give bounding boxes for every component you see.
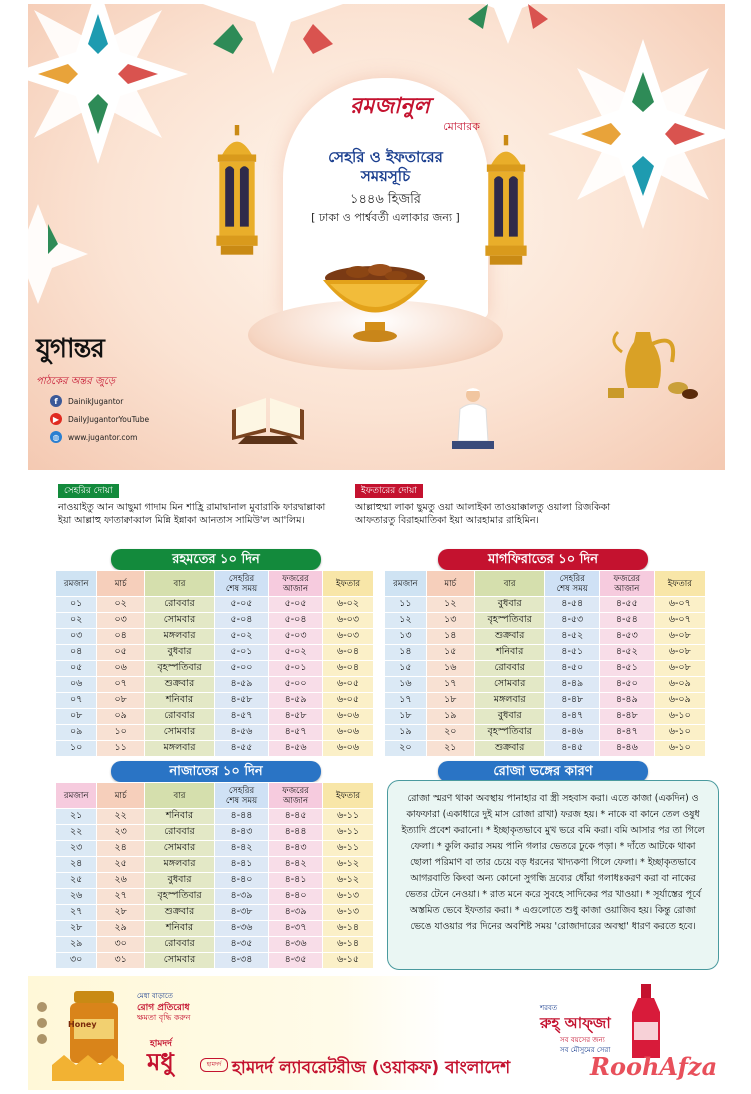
column-header: রমজান	[56, 571, 97, 597]
table-cell: ১৭	[426, 677, 474, 693]
table-cell: রোববার	[145, 937, 215, 953]
table-cell: ৪-৪৪	[214, 809, 268, 825]
table-cell: ১৮	[385, 709, 427, 725]
table-cell: ৬-০৭	[654, 597, 705, 613]
table-cell: শনিবার	[145, 693, 215, 709]
reasons-title: রোজা ভঙ্গের কারণ	[438, 761, 648, 782]
table-row	[56, 921, 374, 937]
table-cell: ২৬	[97, 873, 145, 889]
column-header: ফজরের আজান	[269, 783, 323, 809]
social-website[interactable]	[50, 428, 149, 446]
honey-jar-icon	[34, 985, 134, 1085]
table-cell: ৬-০৩	[323, 613, 374, 629]
table-cell: ৪-৪১	[269, 873, 323, 889]
table-cell: ৪-৫৪	[545, 597, 600, 613]
roohafza-bottle-icon	[626, 982, 666, 1062]
geometric-star-icon	[28, 194, 98, 314]
table-cell: ৬-০৬	[323, 709, 374, 725]
table-cell: ৪-৫৯	[269, 693, 323, 709]
sehri-dua-line-1: নাওয়াইতু আন আছুমা গাদাম মিন শাহ্রি রামাদ্বানাল মুবারাকি ফারদ্বাল্লাকা	[58, 502, 326, 513]
rahmat-table	[55, 570, 374, 757]
table-row	[56, 645, 374, 661]
column-header: সেহরির শেষ সময়	[214, 783, 268, 809]
schedule-subtitle	[283, 148, 488, 186]
table-cell: সোমবার	[474, 677, 545, 693]
table-row	[385, 645, 706, 661]
table-cell: ৪-৫৩	[545, 613, 600, 629]
column-header: মার্চ	[97, 571, 145, 597]
table-cell: বুধবার	[145, 645, 215, 661]
table-cell: ১০	[97, 725, 145, 741]
table-cell: ৬-১৫	[323, 953, 374, 969]
table-cell: ৬-১৪	[323, 937, 374, 953]
table-row	[385, 677, 706, 693]
rahmat-title: রহমতের ১০ দিন	[111, 549, 321, 570]
column-header: ফজরের আজান	[269, 571, 323, 597]
sehri-dua-line-2: ইয়া আল্লাহু ফাতাক্বাব্বাল মিন্নি ইন্নাকা আনতাস সামিউ'ল আ'লিম।	[58, 515, 305, 526]
table-cell: ০৯	[97, 709, 145, 725]
table-cell: ১৫	[426, 645, 474, 661]
table-cell: ১৬	[385, 677, 427, 693]
geometric-star-icon	[28, 4, 208, 174]
sehri-dua-title: সেহরির দোয়া	[58, 484, 119, 498]
table-cell: ৪-৪৯	[545, 677, 600, 693]
table-cell: ১১	[385, 597, 427, 613]
table-cell: ২৫	[97, 857, 145, 873]
roohafza-en-logo: RoohAfza	[590, 1052, 718, 1081]
table-cell: ৬-১২	[323, 857, 374, 873]
table-row	[56, 905, 374, 921]
table-cell: ২৬	[56, 889, 97, 905]
table-cell: ৪-৫৭	[214, 709, 268, 725]
table-row	[56, 857, 374, 873]
table-cell: রোববার	[145, 709, 215, 725]
table-cell: ৪-৫৫	[214, 741, 268, 757]
table-cell: ০৪	[56, 645, 97, 661]
table-cell: ৪-৫৫	[600, 597, 655, 613]
table-cell: ৪-৪৮	[545, 693, 600, 709]
social-label: DainikJugantor	[68, 396, 124, 406]
table-cell: ৪-৪৩	[214, 825, 268, 841]
table-cell: ৬-০৫	[323, 677, 374, 693]
youtube-icon: ▶	[50, 413, 62, 425]
table-cell: ৪-৫৭	[269, 725, 323, 741]
column-header: রমজান	[56, 783, 97, 809]
dates-bowl-icon	[318, 250, 433, 345]
table-cell: ৩১	[97, 953, 145, 969]
table-cell: মঙ্গলবার	[145, 741, 215, 757]
table-cell: ৫-০২	[269, 645, 323, 661]
table-cell: ৫-০৫	[269, 597, 323, 613]
table-row	[56, 661, 374, 677]
table-row	[56, 629, 374, 645]
table-cell: ১৬	[426, 661, 474, 677]
table-cell: ০৯	[56, 725, 97, 741]
table-row	[56, 937, 374, 953]
table-cell: ৬-১১	[323, 841, 374, 857]
table-cell: ৫-০৩	[269, 629, 323, 645]
table-cell: ৪-৫০	[545, 661, 600, 677]
table-cell: ৩০	[56, 953, 97, 969]
table-row	[56, 725, 374, 741]
table-cell: ৪-৩৯	[214, 889, 268, 905]
table-cell: ৬-০৪	[323, 661, 374, 677]
table-cell: ০১	[56, 597, 97, 613]
jug-icon	[608, 322, 698, 402]
table-cell: ৪-৪২	[214, 841, 268, 857]
table-cell: ১১	[97, 741, 145, 757]
table-cell: ৬-০৮	[654, 645, 705, 661]
table-cell: ৪-৫৮	[269, 709, 323, 725]
table-cell: ৬-০৫	[323, 693, 374, 709]
table-cell: শুক্রবার	[474, 629, 545, 645]
table-cell: ২৭	[56, 905, 97, 921]
table-cell: ৪-৩৯	[269, 905, 323, 921]
column-header: সেহরির শেষ সময়	[545, 571, 600, 597]
table-cell: ৪-৫৩	[600, 629, 655, 645]
table-cell: ৪-৪৭	[545, 709, 600, 725]
table-cell: ০২	[97, 597, 145, 613]
table-cell: ৬-১১	[323, 825, 374, 841]
fast-breaking-reasons: রোজা স্মরণ থাকা অবস্থায় পানাহার বা স্ত্রী সহবাস করা। এতে কাজা (একদিন) ও কাফফারা (একাধারে দুই মাস রোজা রাখা) ফরজ হয়। * নাকে বা কানে তেল ওষুধ ইত্যাদি প্রবেশ করানো। * ইচ্ছাকৃতভাবে মুখ ভরে বমি করা। বমি আসার পর তা গিলে ফেলা। * কুলি করার সময় পানি গলার ভেতরে ঢুকে পড়া। * দাঁতে আটকে থাকা ছোলা পরিমাণ বা তার চেয়ে বড় ধরনের খাদ্যকণা গিলে ফেলা। * ইচ্ছাকৃতভাবে আগরবাতি কিংবা অন্য কোনো সুগন্ধি দ্রব্যের ধোঁয়া গলাধঃকরণ করা বা নাকের ভেতর টেনে নেওয়া। * রাত মনে করে সুবহে সাদিকের পর খাওয়া। * সূর্যাস্তের পূর্বে অস্তমিত ভেবে ইফতার করা। * এগুলোতে শুধু কাজা ওয়াজিব হয়। কিন্তু রোজা ভেঙে যাওয়ার পর দিনের অবশিষ্ট সময় 'রোজাদারের অবস্থা' ধারণ করতে হবে।	[387, 780, 719, 970]
table-cell: ৪-৩৬	[269, 937, 323, 953]
table-cell: ২৮	[56, 921, 97, 937]
table-cell: ০৩	[97, 613, 145, 629]
table-cell: ২৪	[56, 857, 97, 873]
table-cell: ৫-০০	[214, 661, 268, 677]
honey-tagline-1: মেধা বাড়াতে	[137, 992, 173, 1000]
table-cell: ৪-৪৯	[600, 693, 655, 709]
table-cell: ১৯	[385, 725, 427, 741]
table-cell: ২০	[426, 725, 474, 741]
table-cell: বৃহস্পতিবার	[145, 661, 215, 677]
table-row	[56, 953, 374, 969]
table-cell: ৬-১২	[323, 873, 374, 889]
table-cell: ৪-৪২	[269, 857, 323, 873]
table-cell: ৫-০৫	[214, 597, 268, 613]
table-cell: ৩০	[97, 937, 145, 953]
social-label: DailyJugantorYouTube	[68, 414, 150, 424]
table-cell: ২২	[97, 809, 145, 825]
column-header: রমজান	[385, 571, 427, 597]
table-cell: ২৫	[56, 873, 97, 889]
table-cell: ৬-০৮	[654, 629, 705, 645]
sehri-dua-text	[58, 501, 378, 527]
roohafza-tagline-1: সব বয়সের জন্য	[560, 1036, 605, 1044]
table-row	[56, 597, 374, 613]
table-cell: ৪-৪৩	[269, 841, 323, 857]
table-cell: ১০	[56, 741, 97, 757]
table-cell: ২৪	[97, 841, 145, 857]
table-cell: ০২	[56, 613, 97, 629]
table-cell: ৪-৫২	[600, 645, 655, 661]
honey-tagline-3: ক্ষমতা বৃদ্ধি করুন	[137, 1013, 191, 1022]
table-cell: রোববার	[145, 825, 215, 841]
column-header: ইফতার	[323, 783, 374, 809]
hamdard-logo: হামদর্দ	[200, 1058, 228, 1072]
table-cell: ৪-৩৪	[214, 953, 268, 969]
table-cell: ০৭	[97, 677, 145, 693]
table-cell: ৪-৪১	[214, 857, 268, 873]
table-cell: ৬-১০	[654, 725, 705, 741]
table-row	[56, 889, 374, 905]
honey-jar-label: Honey	[68, 1020, 97, 1029]
geometric-star-icon	[543, 34, 725, 234]
table-cell: ২১	[56, 809, 97, 825]
table-cell: ৬-০৯	[654, 693, 705, 709]
social-youtube[interactable]	[50, 410, 149, 428]
column-header: ইফতার	[654, 571, 705, 597]
table-cell: ০৮	[56, 709, 97, 725]
table-cell: ৬-০৭	[654, 613, 705, 629]
table-cell: ২২	[56, 825, 97, 841]
table-cell: ১২	[426, 597, 474, 613]
table-cell: বুধবার	[474, 597, 545, 613]
table-cell: ৪-৪০	[214, 873, 268, 889]
table-cell: শনিবার	[474, 645, 545, 661]
table-cell: ৫-০১	[269, 661, 323, 677]
table-cell: রোববার	[145, 597, 215, 613]
table-cell: ২৩	[97, 825, 145, 841]
table-row	[385, 661, 706, 677]
honey-name: মধু	[147, 1048, 174, 1076]
table-cell: ৫-০২	[214, 629, 268, 645]
jugantor-tagline: পাঠকের অন্তর জুড়ে	[36, 376, 116, 387]
company-name: হামদর্দ ল্যাবরেটরীজ (ওয়াকফ) বাংলাদেশ	[232, 1058, 511, 1078]
honey-brand: হামদর্দ	[150, 1039, 172, 1049]
table-cell: ৫-০০	[269, 677, 323, 693]
table-cell: ৪-৩৮	[214, 905, 268, 921]
social-facebook[interactable]	[50, 392, 149, 410]
table-cell: ৪-৫১	[545, 645, 600, 661]
table-cell: সোমবার	[145, 725, 215, 741]
globe-icon: ◍	[50, 431, 62, 443]
jugantor-logo: যুগান্তর	[36, 334, 104, 364]
table-row	[56, 841, 374, 857]
table-row	[56, 613, 374, 629]
table-row	[385, 613, 706, 629]
table-cell: ৬-১০	[654, 741, 705, 757]
table-cell: সোমবার	[145, 841, 215, 857]
table-row	[385, 709, 706, 725]
jugantor-brand	[36, 328, 156, 391]
table-cell: সোমবার	[145, 613, 215, 629]
table-cell: ১৩	[426, 613, 474, 629]
table-row	[56, 741, 374, 757]
table-row	[385, 629, 706, 645]
table-cell: ২৭	[97, 889, 145, 905]
social-label: www.jugantor.com	[68, 432, 138, 442]
lantern-icon	[205, 125, 269, 265]
table-row	[385, 693, 706, 709]
ramadan-title: রমজানুল	[350, 93, 430, 119]
column-header: বার	[474, 571, 545, 597]
table-cell: ১৩	[385, 629, 427, 645]
table-cell: বুধবার	[145, 873, 215, 889]
table-cell: ৪-৫৬	[269, 741, 323, 757]
table-cell: রোববার	[474, 661, 545, 677]
table-cell: ৬-১০	[654, 709, 705, 725]
table-cell: ৪-৩৫	[214, 937, 268, 953]
table-cell: ৫-০৪	[269, 613, 323, 629]
table-cell: ৪-৪৫	[545, 741, 600, 757]
social-links	[50, 392, 149, 446]
table-cell: ৬-০৬	[323, 725, 374, 741]
table-cell: ০৫	[97, 645, 145, 661]
table-cell: ১৮	[426, 693, 474, 709]
table-cell: ২৩	[56, 841, 97, 857]
iftar-dua-text	[355, 501, 715, 527]
table-cell: বৃহস্পতিবার	[145, 889, 215, 905]
facebook-icon: f	[50, 395, 62, 407]
table-cell: মঙ্গলবার	[145, 857, 215, 873]
table-cell: ৪-৪৭	[600, 725, 655, 741]
table-cell: ৪-৫২	[545, 629, 600, 645]
table-cell: ৪-৪০	[269, 889, 323, 905]
table-cell: ৪-৪৪	[269, 825, 323, 841]
table-cell: ৬-০২	[323, 597, 374, 613]
column-header: ইফতার	[323, 571, 374, 597]
mubarak-text: মোবারক	[443, 120, 480, 133]
table-row	[385, 741, 706, 757]
iftar-dua-title: ইফতারের দোয়া	[355, 484, 423, 498]
table-cell: ৬-০৬	[323, 741, 374, 757]
table-cell: ২৮	[97, 905, 145, 921]
table-cell: ৪-৫৯	[214, 677, 268, 693]
table-cell: সোমবার	[145, 953, 215, 969]
table-cell: ০৬	[97, 661, 145, 677]
table-cell: ১৫	[385, 661, 427, 677]
column-header: মার্চ	[426, 571, 474, 597]
roohafza-bn-logo: রুহ্‌ আফ্‌জা	[540, 1014, 611, 1032]
table-cell: ৪-৫০	[600, 677, 655, 693]
table-row	[56, 825, 374, 841]
table-cell: ০৪	[97, 629, 145, 645]
magfirat-table	[384, 570, 706, 757]
table-cell: বুধবার	[474, 709, 545, 725]
table-cell: শুক্রবার	[145, 677, 215, 693]
praying-man-icon	[448, 385, 498, 455]
table-cell: ৬-১৩	[323, 905, 374, 921]
table-cell: ১২	[385, 613, 427, 629]
table-cell: ২১	[426, 741, 474, 757]
magfirat-title: মাগফিরাতের ১০ দিন	[438, 549, 648, 570]
table-cell: ৪-৩৫	[269, 953, 323, 969]
table-cell: ৪-৫৮	[214, 693, 268, 709]
table-row	[385, 725, 706, 741]
table-cell: ৪-৪৫	[269, 809, 323, 825]
hijri-year: ১৪৪৬ হিজরি	[350, 192, 421, 207]
table-cell: ৬-১১	[323, 809, 374, 825]
column-header: সেহরির শেষ সময়	[214, 571, 268, 597]
region-note: [ ঢাকা ও পার্শ্ববর্তী এলাকার জন্য ]	[311, 211, 460, 224]
table-cell: বৃহস্পতিবার	[474, 725, 545, 741]
table-cell: ০৬	[56, 677, 97, 693]
roohafza-tagline-2: সব মৌসুমের সেরা	[560, 1046, 611, 1054]
honey-tagline-2: রোগ প্রতিরোধ	[137, 1003, 190, 1013]
table-cell: বৃহস্পতিবার	[474, 613, 545, 629]
table-cell: ৪-৫৪	[600, 613, 655, 629]
table-cell: ০৫	[56, 661, 97, 677]
table-cell: ৫-০১	[214, 645, 268, 661]
table-cell: ৬-০৪	[323, 645, 374, 661]
column-header: বার	[145, 783, 215, 809]
table-row	[56, 809, 374, 825]
table-cell: ১৯	[426, 709, 474, 725]
table-cell: শনিবার	[145, 809, 215, 825]
quran-icon	[228, 392, 308, 444]
table-cell: ৬-০৩	[323, 629, 374, 645]
table-cell: ৬-০৯	[654, 677, 705, 693]
geometric-star-icon	[193, 4, 353, 84]
iftar-dua-line-1: আল্লাহুম্মা লাকা ছুমতু ওয়া আলাইকা তাওয়াক্কালতু ওয়ালা রিজকিকা	[355, 502, 611, 513]
table-cell: মঙ্গলবার	[474, 693, 545, 709]
table-cell: ৬-১৪	[323, 921, 374, 937]
table-cell: ৬-১৩	[323, 889, 374, 905]
table-row	[56, 709, 374, 725]
column-header: বার	[145, 571, 215, 597]
sherbet-label: শরবত	[540, 1004, 558, 1012]
table-cell: শুক্রবার	[145, 905, 215, 921]
table-cell: ৪-৫৬	[214, 725, 268, 741]
subtitle-line-1: সেহরি ও ইফতারের	[328, 148, 443, 166]
table-cell: ১৭	[385, 693, 427, 709]
table-cell: ৪-৪৮	[600, 709, 655, 725]
table-cell: ৬-০৮	[654, 661, 705, 677]
table-cell: ৪-৪৬	[545, 725, 600, 741]
table-row	[56, 873, 374, 889]
subtitle-line-2: সময়সূচি	[360, 167, 411, 185]
table-cell: ৪-৩৬	[214, 921, 268, 937]
table-cell: ০৮	[97, 693, 145, 709]
lantern-icon	[474, 135, 538, 275]
table-cell: ০৭	[56, 693, 97, 709]
table-cell: শনিবার	[145, 921, 215, 937]
table-cell: ২৯	[97, 921, 145, 937]
table-row	[385, 597, 706, 613]
table-cell: মঙ্গলবার	[145, 629, 215, 645]
table-cell: ২০	[385, 741, 427, 757]
table-cell: ০৩	[56, 629, 97, 645]
table-cell: ৪-৫১	[600, 661, 655, 677]
column-header: মার্চ	[97, 783, 145, 809]
table-cell: ৪-৪৬	[600, 741, 655, 757]
iftar-dua-line-2: আফতারতু বিরাহমাতিকা ইয়া আরহামার রাহিমিন।	[355, 515, 539, 526]
table-row	[56, 693, 374, 709]
table-row	[56, 677, 374, 693]
najat-table	[55, 782, 374, 969]
table-cell: শুক্রবার	[474, 741, 545, 757]
najat-title: নাজাতের ১০ দিন	[111, 761, 321, 782]
table-cell: ১৪	[385, 645, 427, 661]
table-cell: ৪-৩৭	[269, 921, 323, 937]
table-cell: ৫-০৪	[214, 613, 268, 629]
table-cell: ১৪	[426, 629, 474, 645]
column-header: ফজরের আজান	[600, 571, 655, 597]
table-cell: ২৯	[56, 937, 97, 953]
